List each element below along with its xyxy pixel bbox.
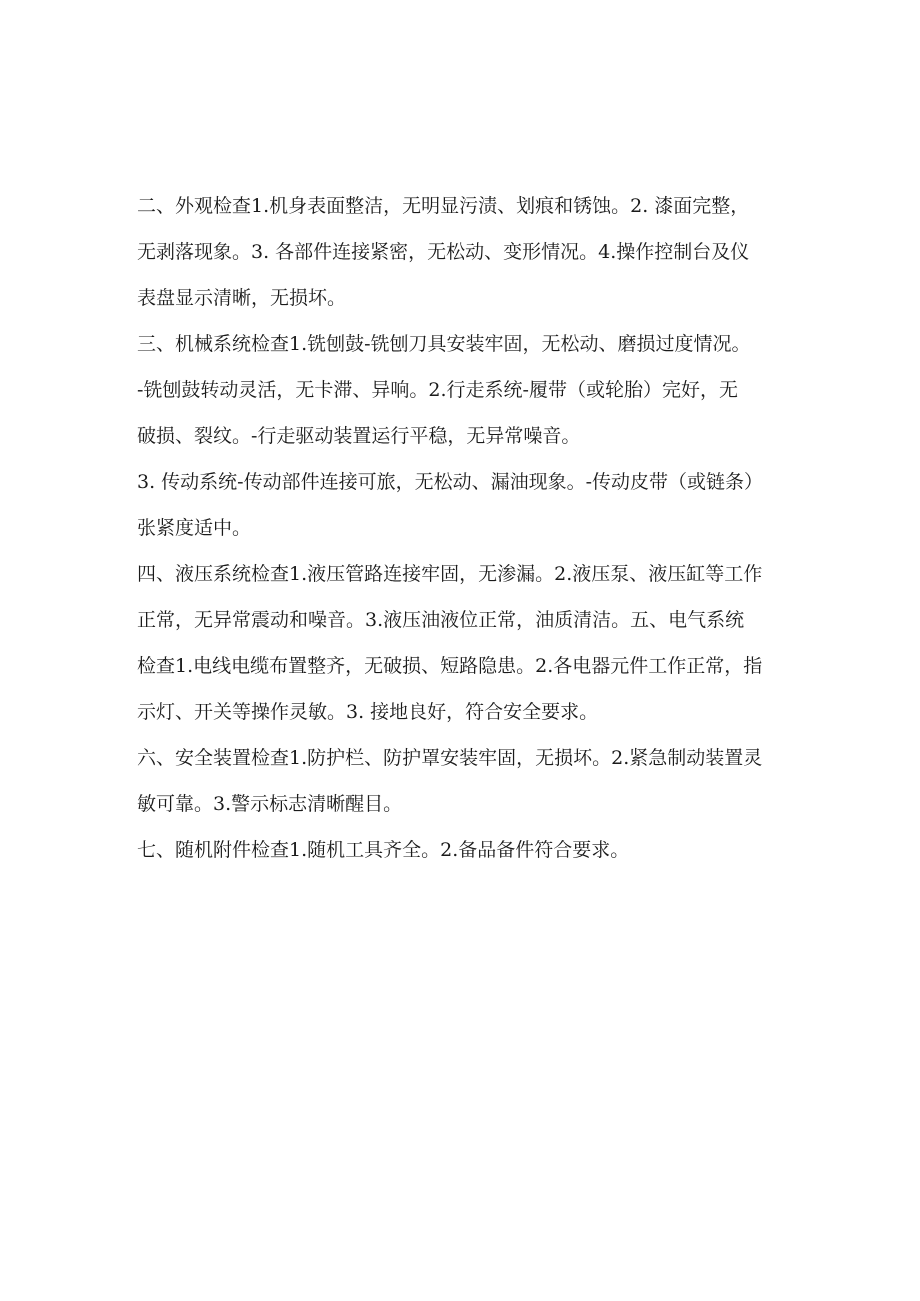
text-line: 敏可靠。3.警示标志清晰醒目。 (137, 793, 403, 815)
paragraph-hydraulic-electrical-check (137, 551, 797, 735)
text-line: 表盘显示清晰，无损坏。 (137, 287, 347, 309)
paragraph-transmission-check (137, 459, 797, 551)
text-line: 张紧度适中。 (137, 517, 252, 539)
paragraph-accessories-check (137, 827, 797, 873)
document-body (137, 183, 797, 873)
text-line: 示灯、开关等操作灵敏。3. 接地良好，符合安全要求。 (137, 701, 599, 723)
text-line: 六、安全装置检查1.防护栏、防护罩安装牢固，无损坏。2.紧急制动装置灵 (137, 747, 763, 769)
text-line: 二、外观检查1.机身表面整洁，无明显污渍、划痕和锈蚀。2. 漆面完整， (137, 195, 750, 217)
text-line: 三、机械系统检查1.铣刨鼓-铣刨刀具安装牢固，无松动、磨损过度情况。 (137, 333, 751, 355)
text-line: 检查1.电线电缆布置整齐，无破损、短路隐患。2.各电器元件工作正常，指 (137, 655, 763, 677)
text-line: 正常，无异常震动和噪音。3.液压油液位正常，油质清洁。五、电气系统 (137, 609, 745, 631)
paragraph-safety-check (137, 735, 797, 827)
text-line: 四、液压系统检查1.液压管路连接牢固，无渗漏。2.液压泵、液压缸等工作 (137, 563, 763, 585)
text-line: -铣刨鼓转动灵活，无卡滞、异响。2.行走系统-履带（或轮胎）完好，无 (137, 379, 738, 401)
text-line: 无剥落现象。3. 各部件连接紧密，无松动、变形情况。4.操作控制台及仪 (137, 241, 750, 263)
text-line: 七、随机附件检查1.随机工具齐全。2.备品备件符合要求。 (137, 839, 630, 861)
paragraph-mechanical-check (137, 321, 797, 459)
paragraph-appearance-check (137, 183, 797, 321)
text-line: 破损、裂纹。-行走驱动装置运行平稳，无异常噪音。 (137, 425, 581, 447)
text-line: 3. 传动系统-传动部件连接可旅，无松动、漏油现象。-传动皮带（或链条） (137, 471, 764, 493)
